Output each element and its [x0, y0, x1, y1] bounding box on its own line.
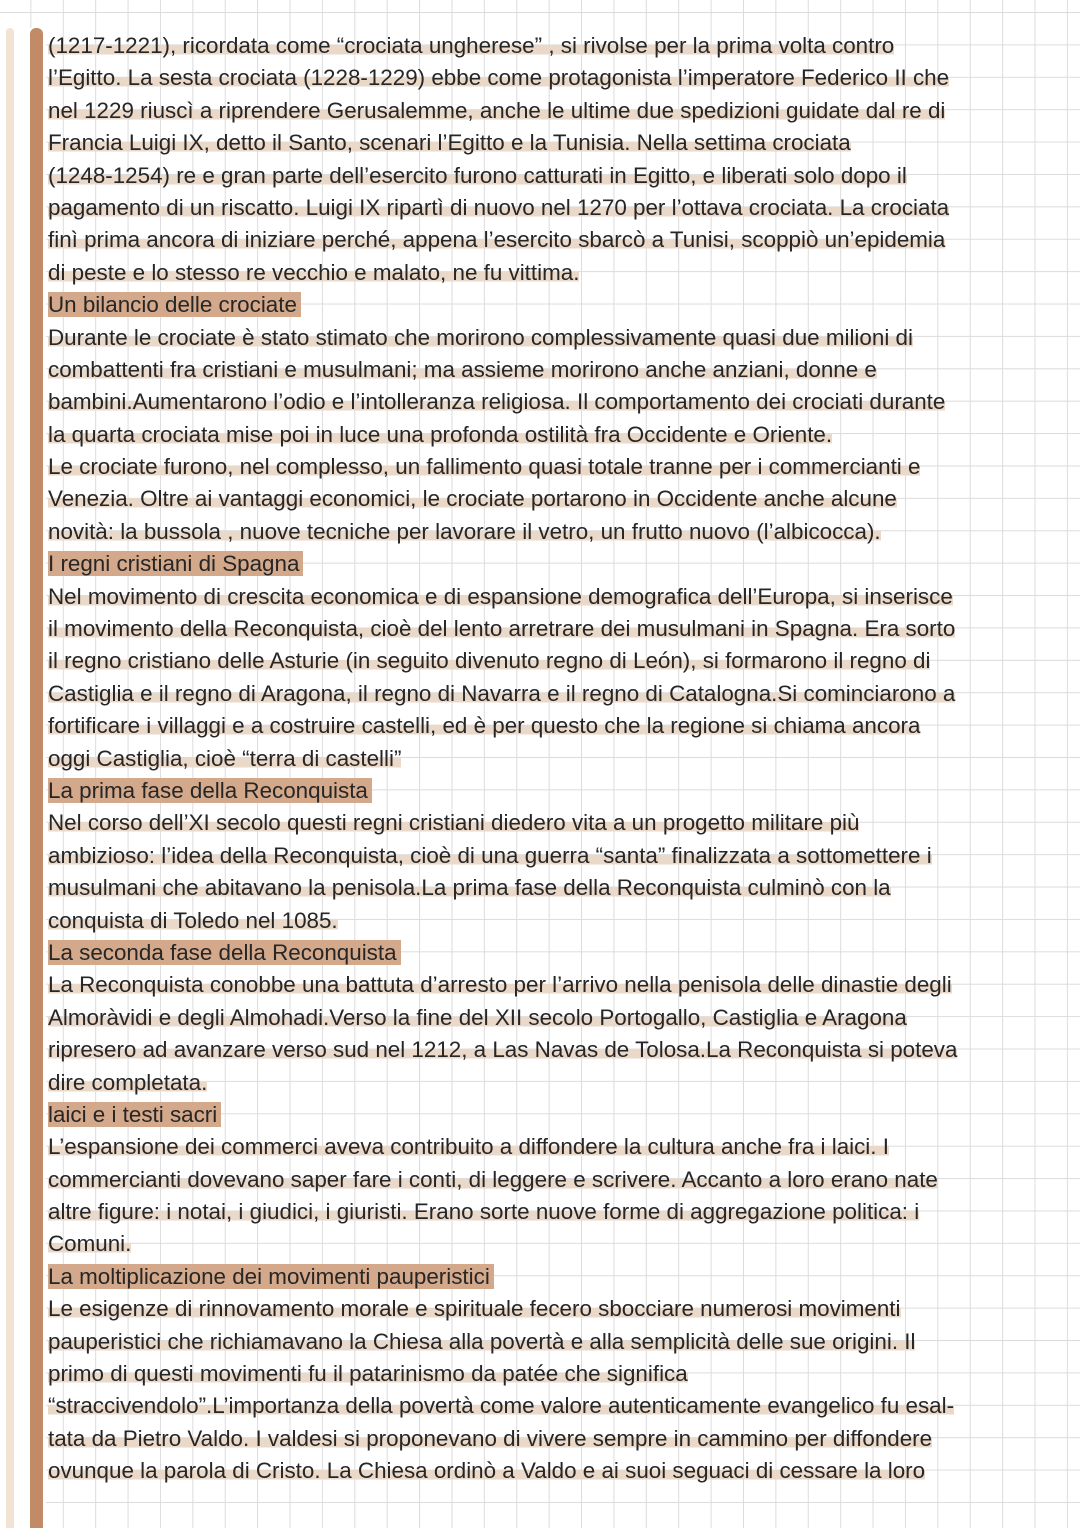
text-line — [48, 160, 1058, 192]
text-line-content: ambizioso: l’idea della Reconquista, cioè di una guerra “santa” finalizzata a sottomettere i — [48, 842, 932, 868]
text-line — [48, 840, 1058, 872]
text-line — [48, 969, 1058, 1001]
notes-document — [48, 30, 1058, 1488]
text-line-content: bambini.Aumentarono l’odio e l’intolleranza religiosa. Il comportamento dei crociati durante — [48, 389, 946, 415]
text-line-content: dire completata. — [48, 1069, 208, 1095]
section-heading — [48, 937, 1058, 969]
text-line — [48, 62, 1058, 94]
section-heading — [48, 548, 1058, 580]
text-line-content: l’Egitto. La sesta crociata (1228-1229) ebbe come protagonista l’imperatore Federico II che — [48, 65, 950, 91]
text-line-content: tata da Pietro Valdo. I valdesi si proponevano di vivere sempre in cammino per diffondere — [48, 1425, 933, 1451]
text-line-content: oggi Castiglia, cioè “terra di castelli” — [48, 745, 402, 771]
text-line — [48, 95, 1058, 127]
section-heading — [48, 289, 1058, 321]
text-line — [48, 192, 1058, 224]
text-line — [48, 354, 1058, 386]
text-line — [48, 678, 1058, 710]
section-heading-text: La moltiplicazione dei movimenti pauperistici — [48, 1264, 494, 1289]
text-line-content: il movimento della Reconquista, cioè del lento arretrare dei musulmani in Spagna. Era sorto — [48, 616, 956, 642]
text-line-content: Le crociate furono, nel complesso, un fallimento quasi totale tranne per i commercianti e — [48, 454, 921, 480]
text-line — [48, 1228, 1058, 1260]
text-line-content: La Reconquista conobbe una battuta d’arresto per l’arrivo nella penisola delle dinastie degli — [48, 972, 952, 998]
text-line — [48, 224, 1058, 256]
text-line-content: la quarta crociata mise poi in luce una profonda ostilità fra Occidente e Oriente. — [48, 421, 833, 447]
text-line-content: “straccivendolo”.L’importanza della povertà come valore autenticamente evangelico fu esal- — [48, 1393, 955, 1419]
text-line-content: il regno cristiano delle Asturie (in seguito divenuto regno di León), si formarono il regno di — [48, 648, 931, 674]
text-line — [48, 322, 1058, 354]
text-line-content: pauperistici che richiamavano la Chiesa alla povertà e alla semplicità delle sue origini. Il — [48, 1328, 916, 1354]
section-heading-text: laici e i testi sacri — [48, 1102, 221, 1127]
text-line — [48, 483, 1058, 515]
text-line — [48, 743, 1058, 775]
section-heading — [48, 775, 1058, 807]
text-line — [48, 1164, 1058, 1196]
text-line-content: Nel corso dell’XI secolo questi regni cristiani diedero vita a un progetto militare più — [48, 810, 860, 836]
text-line-content: Le esigenze di rinnovamento morale e spirituale fecero sbocciare numerosi movimenti — [48, 1296, 901, 1322]
section-heading-text: I regni cristiani di Spagna — [48, 551, 303, 576]
text-line-content: Almoràvidi e degli Almohadi.Verso la fine del XII secolo Portogallo, Castiglia e Aragona — [48, 1004, 907, 1030]
text-line-content: altre figure: i notai, i giudici, i giuristi. Erano sorte nuove forme di aggregazione politica: i — [48, 1199, 920, 1225]
text-line-content: musulmani che abitavano la penisola.La prima fase della Reconquista culminò con la — [48, 875, 891, 901]
text-line — [48, 613, 1058, 645]
text-line — [48, 127, 1058, 159]
text-line-content: (1217-1221), ricordata come “crociata ungherese” , si rivolse per la prima volta contro — [48, 33, 895, 58]
text-line-content: nel 1229 riuscì a riprendere Gerusalemme, anche le ultime due spedizioni guidate dal re di — [48, 97, 946, 123]
section-heading — [48, 1261, 1058, 1293]
text-line — [48, 1293, 1058, 1325]
text-line — [48, 30, 1058, 62]
text-line-content: Comuni. — [48, 1231, 132, 1257]
text-line — [48, 905, 1058, 937]
text-line — [48, 451, 1058, 483]
text-line — [48, 419, 1058, 451]
text-line-content: pagamento di un riscatto. Luigi IX ripartì di nuovo nel 1270 per l’ottava crociata. La crociata — [48, 194, 950, 220]
text-line-content: finì prima ancora di iniziare perché, appena l’esercito sbarcò a Tunisi, scoppiò un’epidemia — [48, 227, 946, 253]
text-line-content: Venezia. Oltre ai vantaggi economici, le crociate portarono in Occidente anche alcune — [48, 486, 897, 512]
text-line-content: novità: la bussola , nuove tecniche per lavorare il vetro, un frutto nuovo (l’albicocca). — [48, 518, 881, 544]
text-line-content: Nel movimento di crescita economica e di espansione demografica dell’Europa, si inserisce — [48, 583, 953, 609]
margin-stripe-light — [6, 28, 14, 1528]
text-line-content: commercianti dovevano saper fare i conti, di leggere e scrivere. Accanto a loro erano nate — [48, 1166, 938, 1192]
text-line — [48, 1196, 1058, 1228]
text-line-content: conquista di Toledo nel 1085. — [48, 907, 338, 933]
text-line — [48, 872, 1058, 904]
text-line-content: combattenti fra cristiani e musulmani; ma assieme morirono anche anziani, donne e — [48, 356, 877, 382]
text-line-content: primo di questi movimenti fu il patarinismo da patée che significa — [48, 1361, 688, 1387]
text-line — [48, 1455, 1058, 1487]
text-line — [48, 1131, 1058, 1163]
text-line-content: Durante le crociate è stato stimato che morirono complessivamente quasi due milioni di — [48, 324, 913, 350]
text-line — [48, 710, 1058, 742]
text-line — [48, 257, 1058, 289]
text-line-content: di peste e lo stesso re vecchio e malato, ne fu vittima. — [48, 259, 580, 285]
text-line — [48, 1326, 1058, 1358]
text-line-content: fortificare i villaggi e a costruire castelli, ed è per questo che la regione si chiama ancora — [48, 713, 921, 739]
text-line-content: (1248-1254) re e gran parte dell’esercito furono catturati in Egitto, e liberati solo dopo il — [48, 162, 907, 188]
text-line — [48, 1390, 1058, 1422]
text-line — [48, 516, 1058, 548]
text-line — [48, 1358, 1058, 1390]
text-line-content: Francia Luigi IX, detto il Santo, scenari l’Egitto e la Tunisia. Nella settima crociata — [48, 130, 851, 156]
text-line — [48, 1067, 1058, 1099]
text-line — [48, 581, 1058, 613]
section-heading-text: La seconda fase della Reconquista — [48, 940, 401, 965]
text-line-content: ovunque la parola di Cristo. La Chiesa ordinò a Valdo e ai suoi seguaci di cessare la loro — [48, 1458, 926, 1484]
section-heading-text: La prima fase della Reconquista — [48, 778, 372, 803]
text-line — [48, 807, 1058, 839]
section-heading — [48, 1099, 1058, 1131]
text-line-content: ripresero ad avanzare verso sud nel 1212, a Las Navas de Tolosa.La Reconquista si poteva — [48, 1037, 958, 1063]
text-line-content: Castiglia e il regno di Aragona, il regno di Navarra e il regno di Catalogna.Si cominciarono a — [48, 680, 956, 706]
text-line — [48, 1423, 1058, 1455]
text-line — [48, 1002, 1058, 1034]
text-line — [48, 386, 1058, 418]
text-line-content: L’espansione dei commerci aveva contribuito a diffondere la cultura anche fra i laici. I — [48, 1134, 889, 1160]
text-line — [48, 1034, 1058, 1066]
margin-stripe-dark — [30, 28, 43, 1528]
margin-bar — [0, 28, 46, 1528]
text-line — [48, 645, 1058, 677]
section-heading-text: Un bilancio delle crociate — [48, 292, 301, 317]
